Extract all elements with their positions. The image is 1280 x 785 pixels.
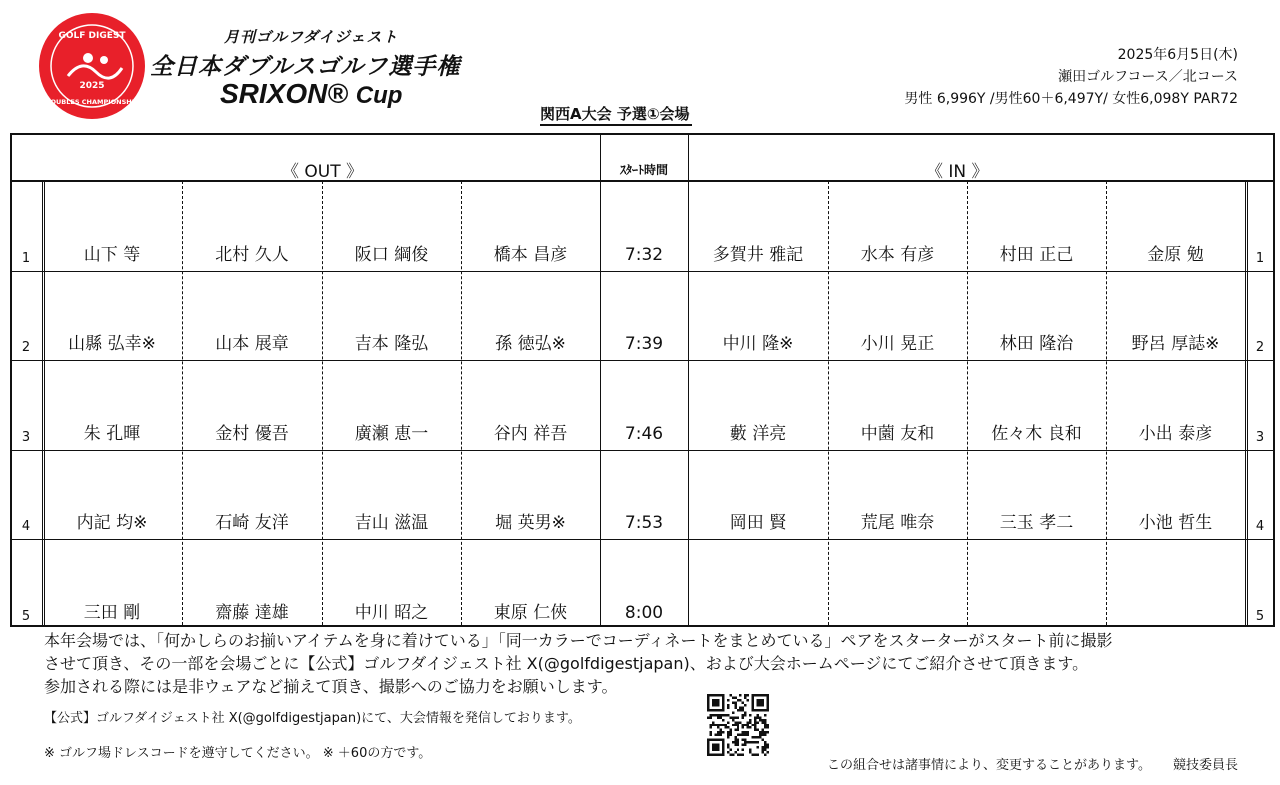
- row-divider: [12, 271, 1273, 272]
- start-time: 8:00: [624, 602, 664, 623]
- in-player-name: 野呂 厚誌※: [1131, 334, 1220, 354]
- notice-line: させて頂き、その一部を会場ごとに【公式】ゴルフダイジェスト社 X(@golfdigestjapan)、および大会ホームページにてご紹介させて頂きます。: [44, 654, 1089, 673]
- group-number-right: 4: [1255, 519, 1265, 534]
- svg-text:GOLF DIGEST: GOLF DIGEST: [58, 31, 126, 41]
- row-divider: [12, 360, 1273, 361]
- sponsor-name: SRIXON: [220, 78, 328, 109]
- out-player-name: 朱 孔暉: [83, 423, 141, 444]
- in-player-name: 小出 泰彦: [1138, 423, 1213, 444]
- out-player-name: 石崎 友洋: [215, 513, 289, 533]
- event-course: 瀬田ゴルフコース／北コース: [1058, 69, 1238, 85]
- pairing-table: [10, 133, 1275, 627]
- tournament-title: 全日本ダブルスゴルフ選手権: [150, 54, 461, 80]
- dress-code-note: ※ ゴルフ場ドレスコードを遵守してください。 ※ ＋60の方です。: [44, 746, 432, 761]
- out-player-name: 北村 久人: [215, 244, 289, 265]
- in-player-name: 水本 有彦: [860, 244, 935, 265]
- out-player-name: 孫 徳弘※: [495, 334, 566, 354]
- in-player-name: 林田 隆治: [999, 334, 1074, 354]
- in-header: 《 IN 》: [926, 162, 989, 182]
- out-player-name: 谷内 祥吾: [493, 423, 568, 444]
- out-player-name: 中川 昭之: [354, 602, 429, 623]
- svg-text:DOUBLES CHAMPIONSHIP: DOUBLES CHAMPIONSHIP: [45, 98, 139, 106]
- out-player-name: 山本 展章: [215, 334, 289, 354]
- group-number-right: 1: [1255, 250, 1265, 266]
- start-time: 7:32: [624, 244, 664, 265]
- out-player-name: 三田 剛: [83, 602, 141, 623]
- event-date: 2025年6月5日(木): [1117, 47, 1238, 63]
- out-player-name: 齋藤 達雄: [215, 602, 289, 623]
- event-info: [904, 44, 1238, 110]
- photo-notice: [44, 629, 1112, 698]
- brand-block: [150, 24, 470, 116]
- group-number-right: 2: [1255, 340, 1265, 355]
- group-number-left: 4: [21, 519, 31, 534]
- in-player-name: 小川 晃正: [860, 334, 935, 354]
- group-number-right: 3: [1255, 429, 1265, 445]
- group-number-left: 5: [21, 608, 31, 624]
- in-player-name: 岡田 賢: [729, 513, 787, 533]
- out-player-name: 金村 優吾: [215, 423, 289, 444]
- column-divider: [688, 135, 689, 625]
- event-yardage: 男性 6,996Y /男性60＋6,497Y/ 女性6,098Y PAR72: [904, 91, 1238, 107]
- committee-label: 競技委員長: [1172, 758, 1238, 773]
- out-player-name: 東原 仁俠: [493, 602, 568, 623]
- start-time: 7:39: [624, 334, 664, 354]
- magazine-name: 月刊ゴルフダイジェスト: [224, 28, 399, 46]
- in-player-name: 金原 勉: [1147, 244, 1204, 265]
- out-header: 《 OUT 》: [282, 162, 364, 182]
- in-player-name: 荒尾 唯奈: [860, 513, 935, 533]
- in-player-name: [688, 601, 828, 625]
- out-player-name: 山縣 弘幸※: [68, 334, 156, 354]
- out-player-name: 吉本 隆弘: [354, 334, 429, 354]
- in-player-name: 多賀井 雅記: [712, 244, 804, 265]
- footer-right: [827, 754, 1238, 773]
- sponsor-logo: SRIXON® Cup: [220, 78, 403, 109]
- out-player-name: 廣瀬 恵一: [354, 423, 429, 444]
- venue-title: 関西A大会 予選①会場: [540, 104, 692, 126]
- row-divider: [12, 450, 1273, 451]
- start-time: 7:53: [624, 513, 664, 533]
- out-player-name: 山下 等: [83, 244, 141, 265]
- group-number-right: 5: [1255, 608, 1265, 624]
- column-divider: [600, 135, 601, 625]
- notice-line: 本年会場では、「何かしらのお揃いアイテムを身に着けている」「同一カラーでコーディネートをまとめている」ペアをスターターがスタート前に撮影: [44, 631, 1113, 650]
- in-player-name: 中薗 友和: [860, 423, 935, 444]
- group-number-left: 1: [21, 250, 31, 266]
- start-time-header: ｽﾀｰﾄ時間: [619, 163, 668, 177]
- in-player-name: 藪 洋亮: [729, 423, 787, 444]
- in-player-name: 小池 哲生: [1138, 513, 1213, 533]
- x-account-notice: 【公式】ゴルフダイジェスト社 X(@golfdigestjapan)にて、大会情報を発信しております。: [44, 711, 581, 726]
- in-player-name: 三玉 孝二: [999, 513, 1074, 533]
- change-note: この組合せは諸事情により、変更することがあります。: [827, 758, 1151, 773]
- notice-line: 参加される際には是非ウェアなど揃えて頂き、撮影へのご協力をお願いします。: [44, 677, 618, 696]
- in-player-name: 佐々木 良和: [991, 423, 1082, 444]
- in-player-name: 中川 隆※: [722, 334, 794, 354]
- row-divider: [12, 539, 1273, 540]
- in-player-name: [1106, 601, 1245, 625]
- sponsor-suffix: Cup: [355, 82, 403, 109]
- championship-logo-icon: [38, 12, 146, 120]
- header-divider: [12, 180, 1273, 182]
- out-player-name: 内記 均※: [76, 513, 148, 533]
- in-player-name: [967, 601, 1106, 625]
- in-player-name: 村田 正己: [999, 244, 1074, 265]
- out-player-name: 吉山 滋温: [354, 513, 429, 533]
- qr-code-icon: [707, 694, 769, 756]
- group-number-left: 2: [21, 340, 31, 355]
- in-player-name: [828, 601, 967, 625]
- svg-text:2025: 2025: [79, 81, 105, 91]
- start-time: 7:46: [624, 423, 664, 444]
- out-player-name: 橋本 昌彦: [493, 244, 568, 265]
- out-player-name: 阪口 綱俊: [354, 244, 429, 265]
- group-number-left: 3: [21, 429, 31, 445]
- out-player-name: 堀 英男※: [495, 513, 566, 533]
